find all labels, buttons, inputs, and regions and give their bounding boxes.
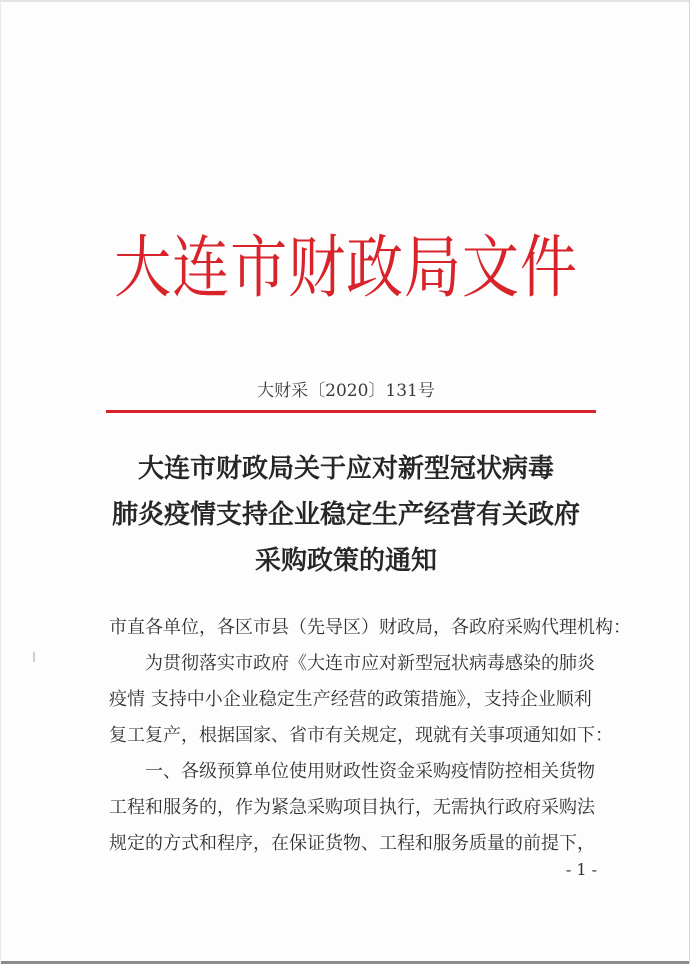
body-line: 工程和服务的，作为紧急采购项目执行，无需执行政府采购法 bbox=[109, 797, 595, 818]
page-number: - 1 - bbox=[565, 860, 597, 879]
red-divider bbox=[106, 410, 596, 413]
title-line: 采购政策的通知 bbox=[254, 546, 437, 576]
document-number: 大财采〔2020〕131号 bbox=[257, 381, 435, 401]
body-line: 疫情 支持中小企业稳定生产经营的政策措施》，支持企业顺利 bbox=[109, 689, 592, 710]
agency-title: 大连市财政局文件 bbox=[114, 229, 578, 308]
scan-mark bbox=[33, 652, 35, 662]
document-title bbox=[1, 446, 690, 584]
document-body bbox=[109, 610, 631, 862]
body-line: 为贯彻落实市政府《大连市应对新型冠状病毒感染的肺炎 bbox=[145, 653, 595, 674]
body-line: 一、各级预算单位使用财政性资金采购疫情防控相关货物 bbox=[145, 761, 595, 782]
title-line: 肺炎疫情支持企业稳定生产经营有关政府 bbox=[111, 500, 580, 530]
salutation: 市直各单位，各区市县（先导区）财政局，各政府采购代理机构： bbox=[109, 617, 631, 638]
body-line: 规定的方式和程序，在保证货物、工程和服务质量的前提下， bbox=[109, 833, 595, 854]
title-line: 大连市财政局关于应对新型冠状病毒 bbox=[137, 454, 554, 484]
body-line: 复工复产，根据国家、省市有关规定，现就有关事项通知如下： bbox=[109, 725, 613, 746]
